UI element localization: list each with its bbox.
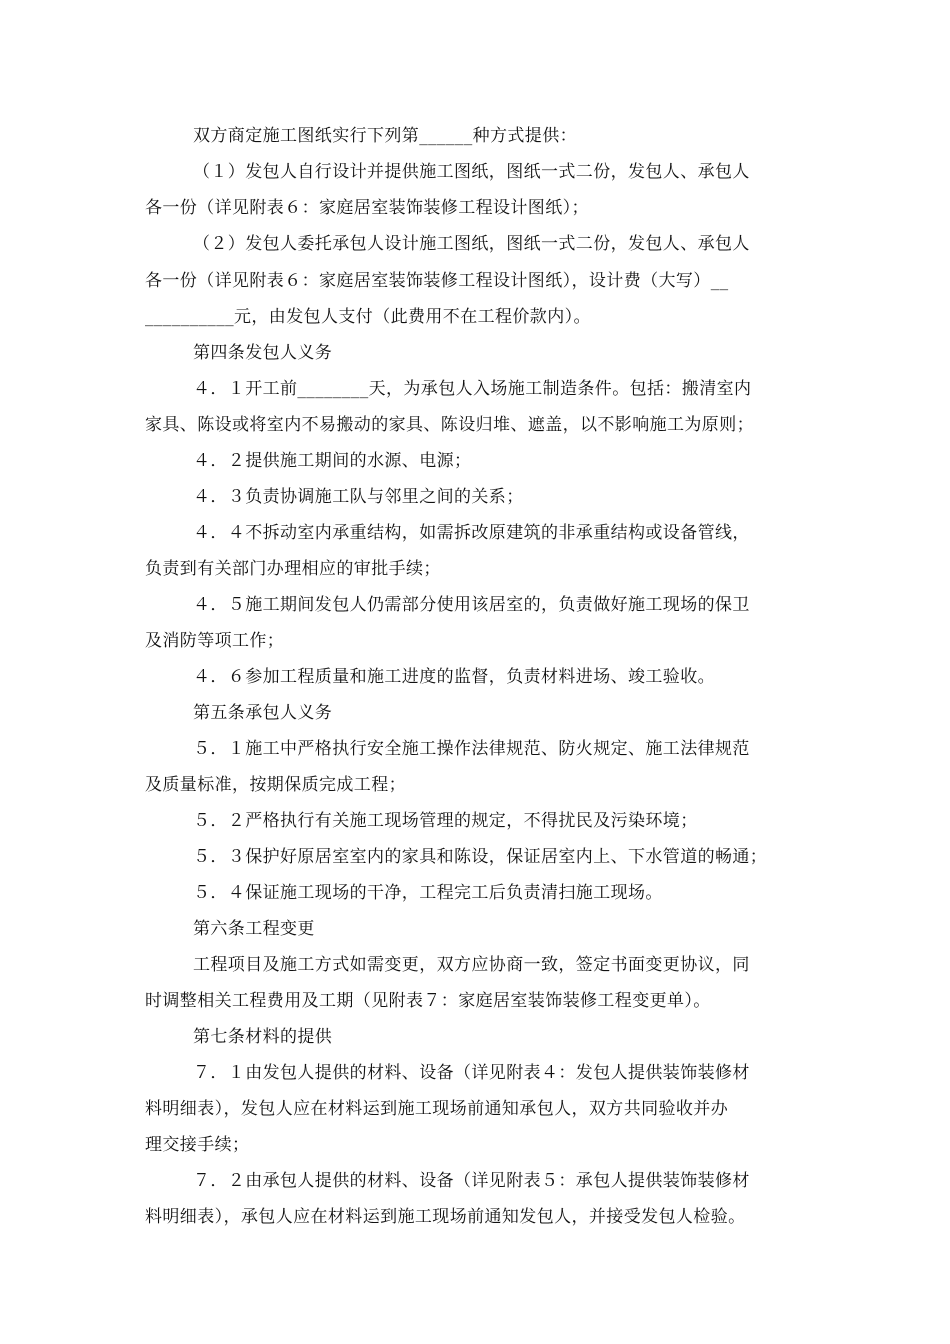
clause-option-2-cont: 各一份（详见附表６：家庭居室装饰装修工程设计图纸），设计费（大写）__	[145, 271, 729, 291]
clause-6-body: 工程项目及施工方式如需变更，双方应协商一致，签定书面变更协议，同	[193, 955, 750, 975]
clause-4-3: ４．３负责协调施工队与邻里之间的关系；	[193, 487, 524, 507]
clause-4-6: ４．６参加工程质量和施工进度的监督，负责材料进场、竣工验收。	[193, 667, 715, 687]
clause-7-2-cont: 料明细表），承包人应在材料运到施工现场前通知发包人，并接受发包人检验。	[145, 1207, 746, 1227]
clause-4-1: ４．１开工前________天，为承包人入场施工制造条件。包括：搬清室内	[193, 379, 752, 399]
clause-option-2: （２）发包人委托承包人设计施工图纸，图纸一式二份，发包人、承包人	[193, 234, 750, 254]
clause-5-2: ５．２严格执行有关施工现场管理的规定，不得扰民及污染环境；	[193, 811, 698, 831]
clause-4-2: ４．２提供施工期间的水源、电源；	[193, 451, 472, 471]
clause-option-2-cont-2: __________元，由发包人支付（此费用不在工程价款内）。	[145, 307, 591, 327]
clause-7-1: ７．１由发包人提供的材料、设备（详见附表４：发包人提供装饰装修材	[193, 1063, 750, 1083]
clause-option-1-cont: 各一份（详见附表６：家庭居室装饰装修工程设计图纸）；	[145, 198, 589, 218]
clause-option-1: （１）发包人自行设计并提供施工图纸，图纸一式二份，发包人、承包人	[193, 162, 750, 182]
clause-4-1-cont: 家具、陈设或将室内不易搬动的家具、陈设归堆、遮盖，以不影响施工为原则；	[145, 415, 754, 435]
clause-4-4-cont: 负责到有关部门办理相应的审批手续；	[145, 559, 441, 579]
clause-5-3: ５．３保护好原居室室内的家具和陈设，保证居室内上、下水管道的畅通；	[193, 847, 768, 867]
clause-4-5: ４．５施工期间发包人仍需部分使用该居室的，负责做好施工现场的保卫	[193, 595, 750, 615]
clause-4-4: ４．４不拆动室内承重结构，如需拆改原建筑的非承重结构或设备管线，	[193, 523, 750, 543]
clause-5-1-cont: 及质量标准，按期保质完成工程；	[145, 775, 406, 795]
clause-5-4: ５．４保证施工现场的干净，工程完工后负责清扫施工现场。	[193, 883, 663, 903]
clause-7-1-cont: 料明细表），发包人应在材料运到施工现场前通知承包人，双方共同验收并办	[145, 1099, 729, 1119]
clause-5-1: ５．１施工中严格执行安全施工操作法律规范、防火规定、施工法律规范	[193, 739, 750, 759]
clause-7-2: ７．２由承包人提供的材料、设备（详见附表５：承包人提供装饰装修材	[193, 1171, 750, 1191]
clause-4-5-cont: 及消防等项工作；	[145, 631, 285, 651]
section-heading-5: 第五条承包人义务	[193, 703, 333, 723]
section-heading-6: 第六条工程变更	[193, 919, 315, 939]
section-heading-4: 第四条发包人义务	[193, 343, 333, 363]
section-heading-7: 第七条材料的提供	[193, 1027, 333, 1047]
paragraph-drawing-method: 双方商定施工图纸实行下列第______种方式提供：	[193, 126, 577, 146]
clause-6-body-cont: 时调整相关工程费用及工期（见附表７：家庭居室装饰装修工程变更单）。	[145, 991, 711, 1011]
clause-7-1-cont-2: 理交接手续；	[145, 1135, 250, 1155]
